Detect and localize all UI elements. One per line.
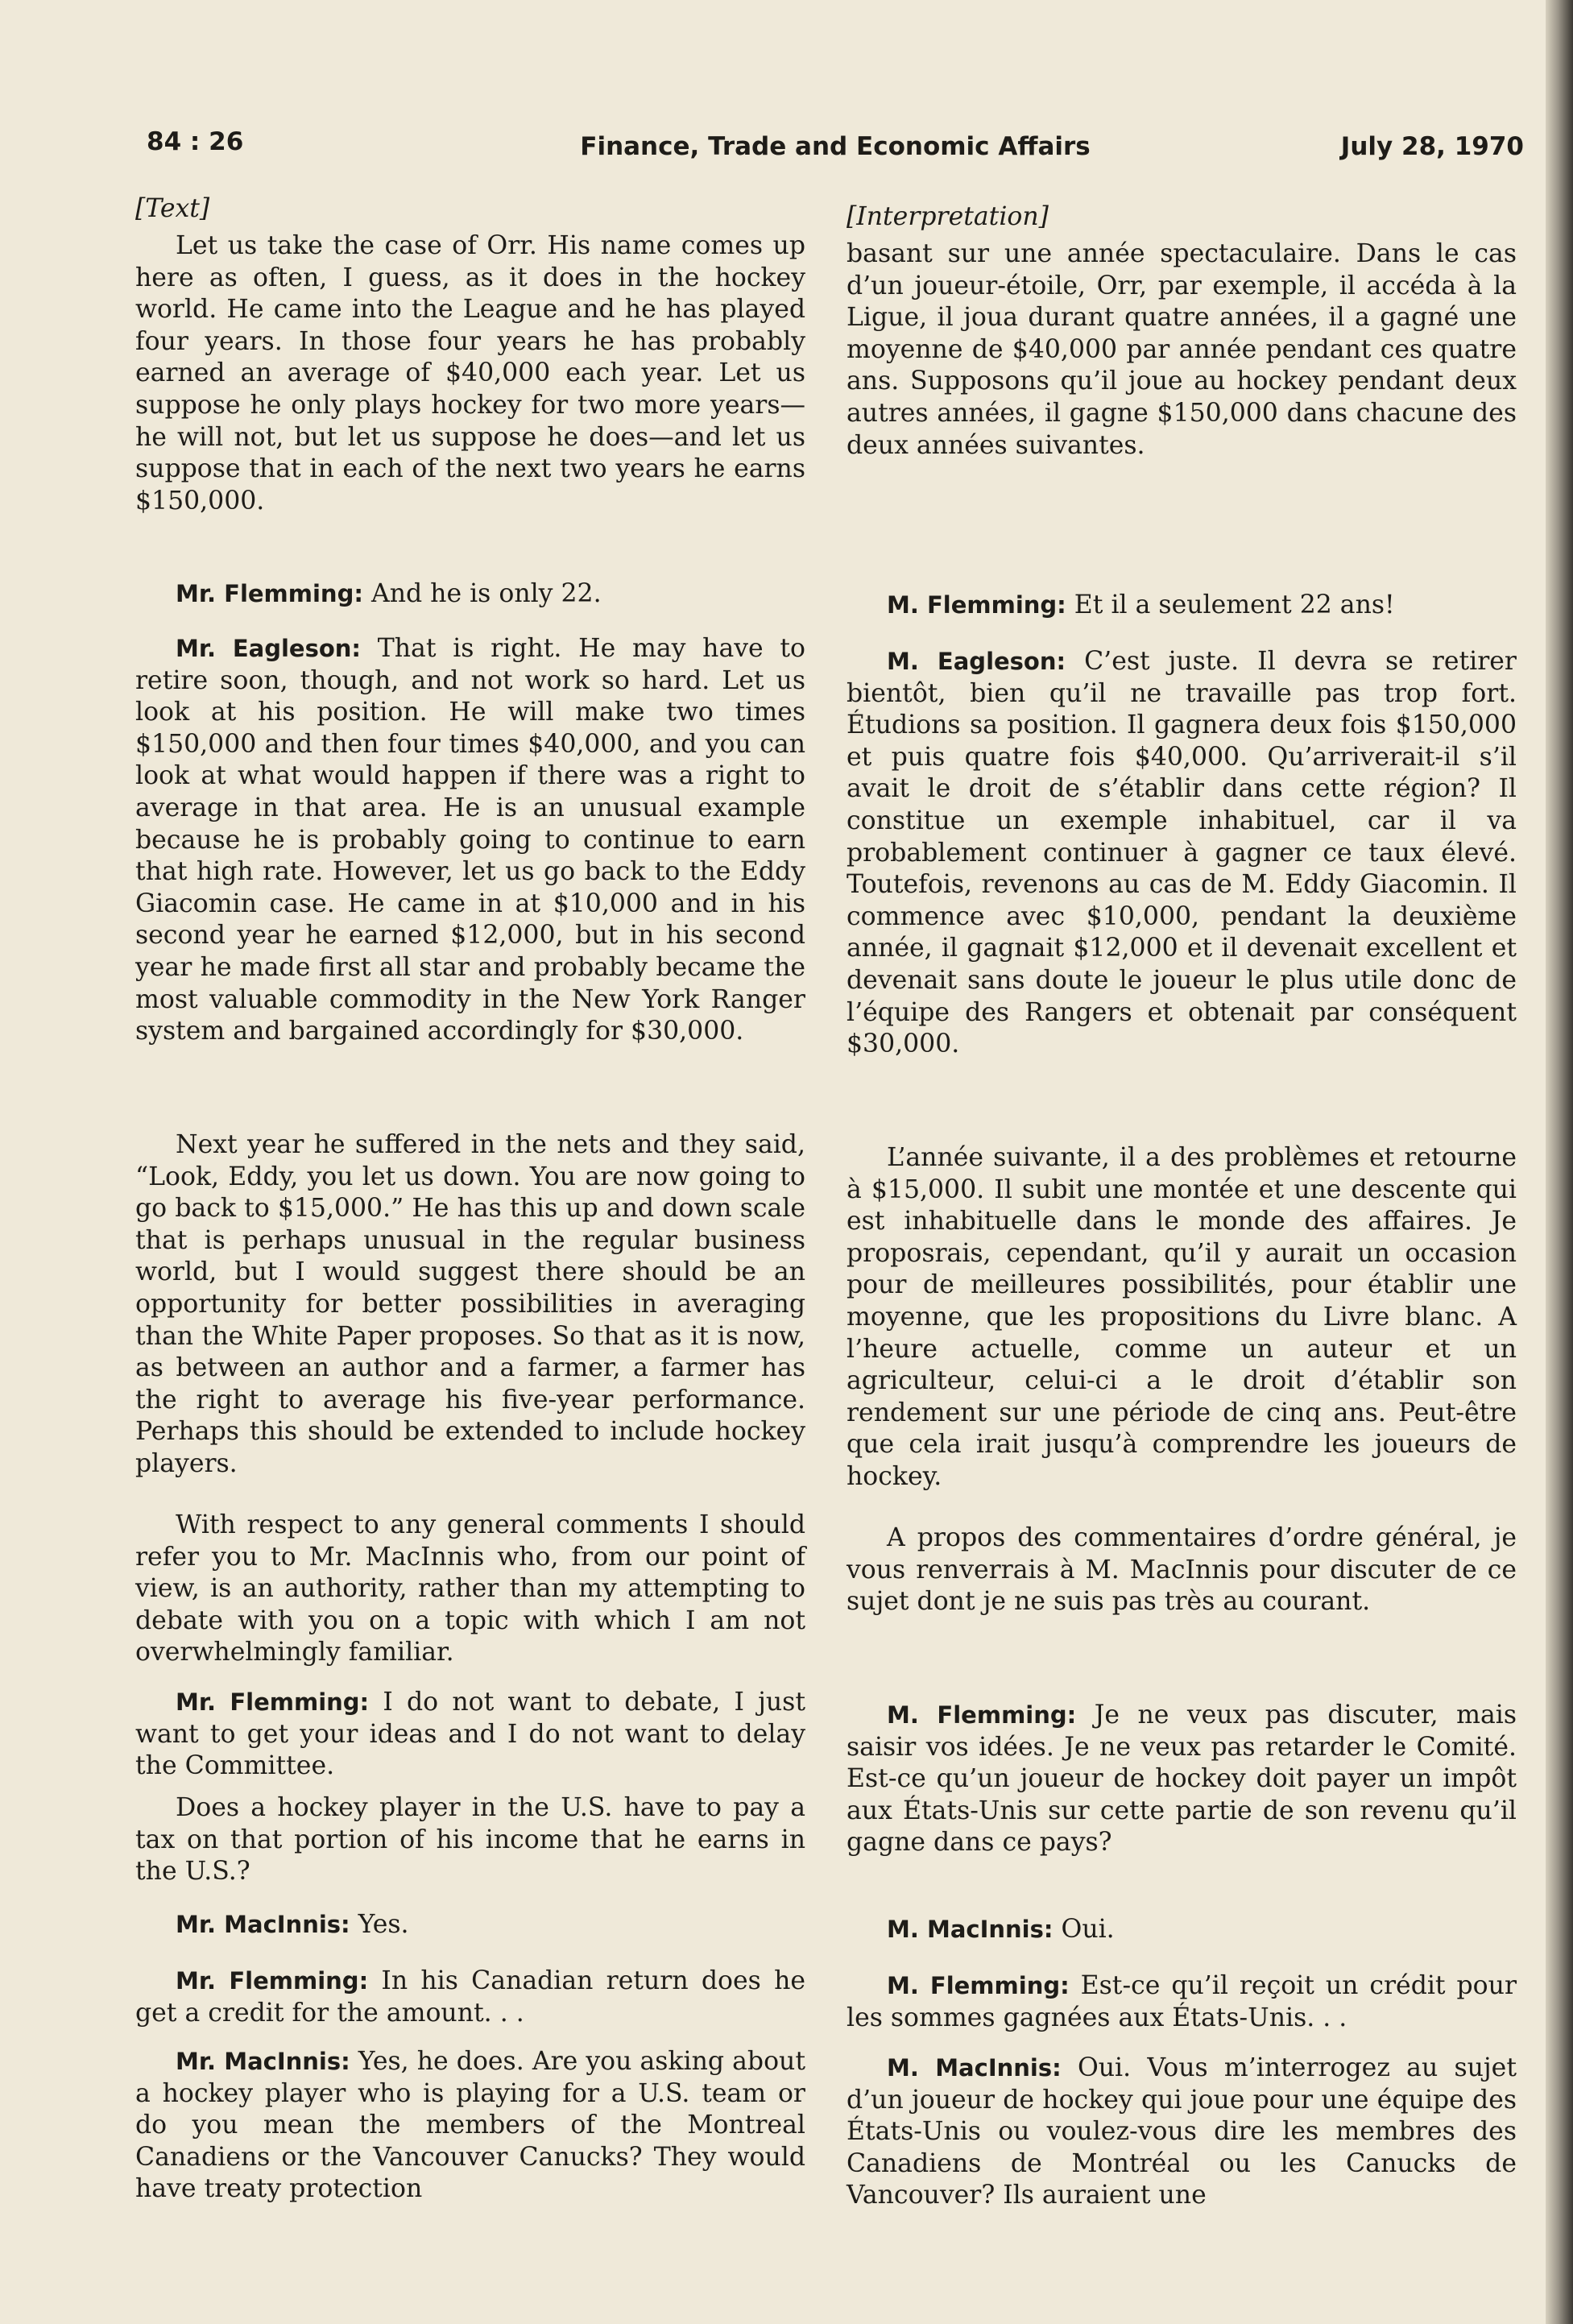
interpretation-column-label: [Interpretation]: [847, 202, 1049, 231]
speaker-name: M. MacInnis:: [887, 2054, 1062, 2082]
paragraph-orr-case: Let us take the case of Orr. His name comes up here as often, I guess, as it does in the hockey world. He came into the League and he has played four years. In those four years he has probably earned an average of $40,000 each year. Let us suppose he only plays hockey for two more years—he will not, but let us suppose he does—and let us suppose that in each of the next two years he earns $150,000.: [135, 231, 805, 516]
paragraph-us-tax-question: Does a hockey player in the U.S. have to pay a tax on that portion of his income that he earns in the U.S.?: [135, 1793, 805, 1887]
paragraph-next-year-fr: L’année suivante, il a des problèmes et retourne à $15,000. Il subit une montée et une descente qui est inhabituelle dans le monde des affaires. Je proposrais, cependant, qu’il y aurait un occasion pour de meilleures possibilités, pour établir une moyenne, que les propositions du Livre blanc. A l’heure actuelle, comme un auteur et un agriculteur, celui-ci a le droit d’établir son rendement sur une période de cinq ans. Peut-être que cela irait jusqu’à comprendre les joueurs de hockey.: [847, 1143, 1517, 1491]
speaker-name: Mr. Flemming:: [176, 580, 363, 607]
speaker-name: M. Eagleson:: [887, 648, 1066, 675]
page-number: 84 : 26: [147, 127, 244, 156]
speaker-name: Mr. MacInnis:: [176, 2048, 350, 2075]
paragraph-macinnis-treaty-fr: M. MacInnis: Oui. Vous m’interrogez au sujet d’un joueur de hockey qui joue pour une équipe des États-Unis ou voulez-vous dire les membres des Canadiens de Montréal ou les Canucks de Vancouver? Ils auraient une: [847, 2053, 1517, 2210]
paragraph-flemming-22-fr: M. Flemming: Et il a seulement 22 ans!: [887, 590, 1395, 619]
paragraph-macinnis-oui-fr: M. MacInnis: Oui.: [887, 1915, 1115, 1944]
paragraph-flemming-debate: Mr. Flemming: I do not want to debate, I just want to get your ideas and I do not want to delay the Committee.: [135, 1688, 805, 1781]
speaker-name: Mr. Flemming:: [176, 1688, 370, 1716]
speaker-name: Mr. Eagleson:: [176, 635, 362, 662]
paragraph-flemming-debate-fr: M. Flemming: Je ne veux pas discuter, mais saisir vos idées. Je ne veux pas retarder le Comité. Est-ce qu’un joueur de hockey doit payer un impôt aux États-Unis sur cette partie de son revenu qu’il gagne dans ce pays?: [847, 1701, 1517, 1858]
paragraph-general-comments-fr: A propos des commentaires d’ordre général, je vous renverrais à M. MacInnis pour discuter de ce sujet dont je ne suis pas très au courant.: [847, 1523, 1517, 1617]
paragraph-flemming-credit-fr: M. Flemming: Est-ce qu’il reçoit un crédit pour les sommes gagnées aux États-Unis. . .: [847, 1971, 1517, 2032]
paragraph-orr-case-fr: basant sur une année spectaculaire. Dans le cas d’un joueur-étoile, Orr, par exemple, il accéda à la Ligue, il joua durant quatre années, il a gagné une moyenne de $40,000 par année pendant ces quatre ans. Supposons qu’il joue au hockey pendant deux autres années, il gagne $150,000 dans chacune des deux années suivantes.: [847, 239, 1517, 460]
publication-date: July 28, 1970: [1340, 132, 1524, 161]
speaker-name: M. Flemming:: [887, 1972, 1070, 1999]
running-head: [147, 127, 1524, 168]
speaker-name: Mr. MacInnis:: [176, 1911, 350, 1938]
speaker-name: M. Flemming:: [887, 1701, 1077, 1729]
speaker-name: M. MacInnis:: [887, 1916, 1053, 1943]
paragraph-macinnis-treaty: Mr. MacInnis: Yes, he does. Are you asking about a hockey player who is playing for a U.S. team or do you mean the members of the Montreal Canadiens or the Vancouver Canucks? They would have treaty protection: [135, 2047, 805, 2204]
paragraph-eagleson-position: Mr. Eagleson: That is right. He may have to retire soon, though, and not work so hard. Let us look at his position. He will make two times $150,000 and then four times $40,000, and you can look at what would happen if there was a right to average in that area. He is an unusual example because he is probably going to continue to earn that high rate. However, let us go back to the Eddy Giacomin case. He came in at $10,000 and in his second year he earned $12,000, but in his second year he made first all star and probably became the most valuable commodity in the New York Ranger system and bargained accordingly for $30,000.: [135, 634, 806, 1046]
paragraph-next-year: Next year he suffered in the nets and they said, “Look, Eddy, you let us down. You are now going to go back to $15,000.” He has this up and down scale that is perhaps unusual in the regular business world, but I would suggest there should be an opportunity for better possibilities in averaging than the White Paper proposes. So that as it is now, as between an author and a farmer, a farmer has the right to average his five-year performance. Perhaps this should be extended to include hockey players.: [135, 1130, 805, 1478]
speaker-name: Mr. Flemming:: [176, 1967, 369, 1995]
speaker-name: M. Flemming:: [887, 591, 1066, 619]
paragraph-flemming-credit: Mr. Flemming: In his Canadian return does he get a credit for the amount. . .: [135, 1966, 805, 2028]
publication-title: Finance, Trade and Economic Affairs: [580, 132, 1091, 161]
paragraph-flemming-22: Mr. Flemming: And he is only 22.: [176, 579, 602, 608]
paragraph-macinnis-yes: Mr. MacInnis: Yes.: [176, 1910, 409, 1939]
page-binding-edge: [1546, 0, 1573, 2324]
paragraph-general-comments: With respect to any general comments I should refer you to Mr. MacInnis who, from our point of view, is an authority, rather than my attempting to debate with you on a topic with which I am not overwhelmingly familiar.: [135, 1510, 805, 1667]
text-column-label: [Text]: [135, 194, 210, 223]
paragraph-eagleson-position-fr: M. Eagleson: C’est juste. Il devra se retirer bientôt, bien qu’il ne travaille pas trop fort. Étudions sa position. Il gagnera deux fois $150,000 et puis quatre fois $40,000. Qu’arriverait-il s’il avait le droit de s’établir dans cette région? Il constitue un exemple inhabituel, car il va probablement continuer à gagner ce taux élevé. Toutefois, revenons au cas de M. Eddy Giacomin. Il commence avec $10,000, pendant la deuxième année, il gagnait $12,000 et il devenait excellent et devenait sans doute le joueur le plus utile donc de l’équipe des Rangers et obtenait par conséquent $30,000.: [847, 647, 1517, 1059]
